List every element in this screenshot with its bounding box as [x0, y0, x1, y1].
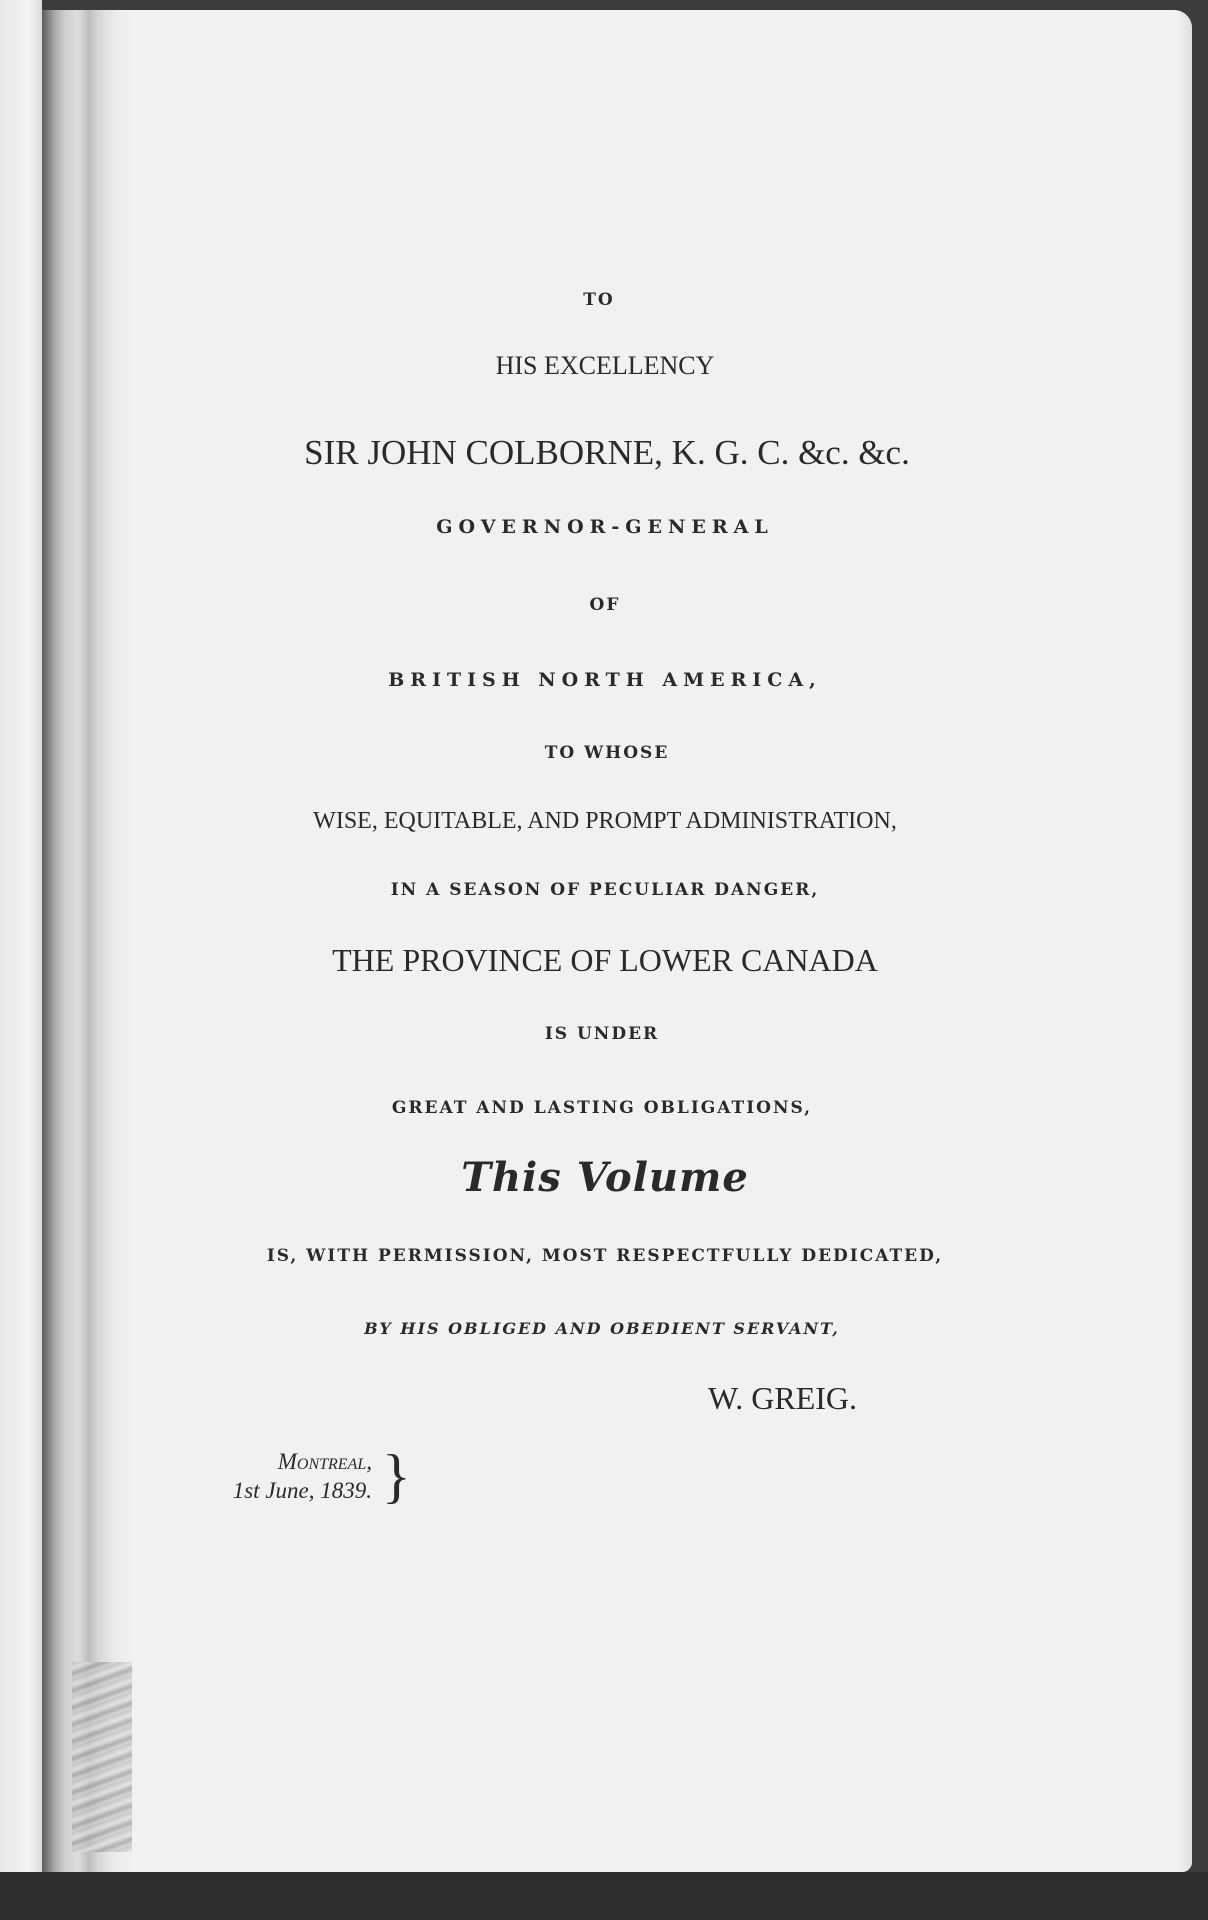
dedication-to-whose: TO WHOSE: [544, 743, 670, 763]
dedication-to: TO: [583, 290, 615, 310]
dedication-is-under: IS UNDER: [544, 1024, 660, 1044]
page-edge-shadow: [1178, 10, 1192, 1872]
dedication-his-excellency: HIS EXCELLENCY: [495, 351, 715, 380]
brace-icon: }: [382, 1443, 411, 1509]
dateline-place: Montreal,: [277, 1449, 372, 1474]
dedication-province: THE PROVINCE OF LOWER CANADA: [332, 942, 878, 978]
dedication-office: GOVERNOR-GENERAL: [436, 516, 774, 538]
dateline: [192, 1448, 372, 1506]
signature: W. GREIG.: [708, 1380, 858, 1416]
facing-page-edge: [0, 0, 42, 1920]
dedication-region: BRITISH NORTH AMERICA,: [388, 669, 822, 691]
dedication-volume: This Volume: [461, 1154, 749, 1201]
dedication-name: SIR JOHN COLBORNE, K. G. C. &c. &c.: [304, 433, 910, 472]
dedication-servant: BY HIS OBLIGED AND OBEDIENT SERVANT,: [364, 1319, 840, 1338]
spine-gutter: [42, 10, 132, 1872]
dedication-season: IN A SEASON OF PECULIAR DANGER,: [390, 880, 820, 900]
book-page: [42, 10, 1192, 1872]
dedication-dedicated: IS, WITH PERMISSION, MOST RESPECTFULLY DEDICATED,: [266, 1246, 944, 1266]
dedication-obligations: GREAT AND LASTING OBLIGATIONS,: [391, 1098, 813, 1118]
dateline-date: 1st June, 1839.: [232, 1477, 372, 1503]
dedication-of: OF: [589, 595, 621, 615]
scan-bottom-edge: [0, 1872, 1208, 1920]
dedication-administration: WISE, EQUITABLE, AND PROMPT ADMINISTRATION,: [313, 808, 897, 834]
torn-spine-edge: [72, 1662, 132, 1852]
